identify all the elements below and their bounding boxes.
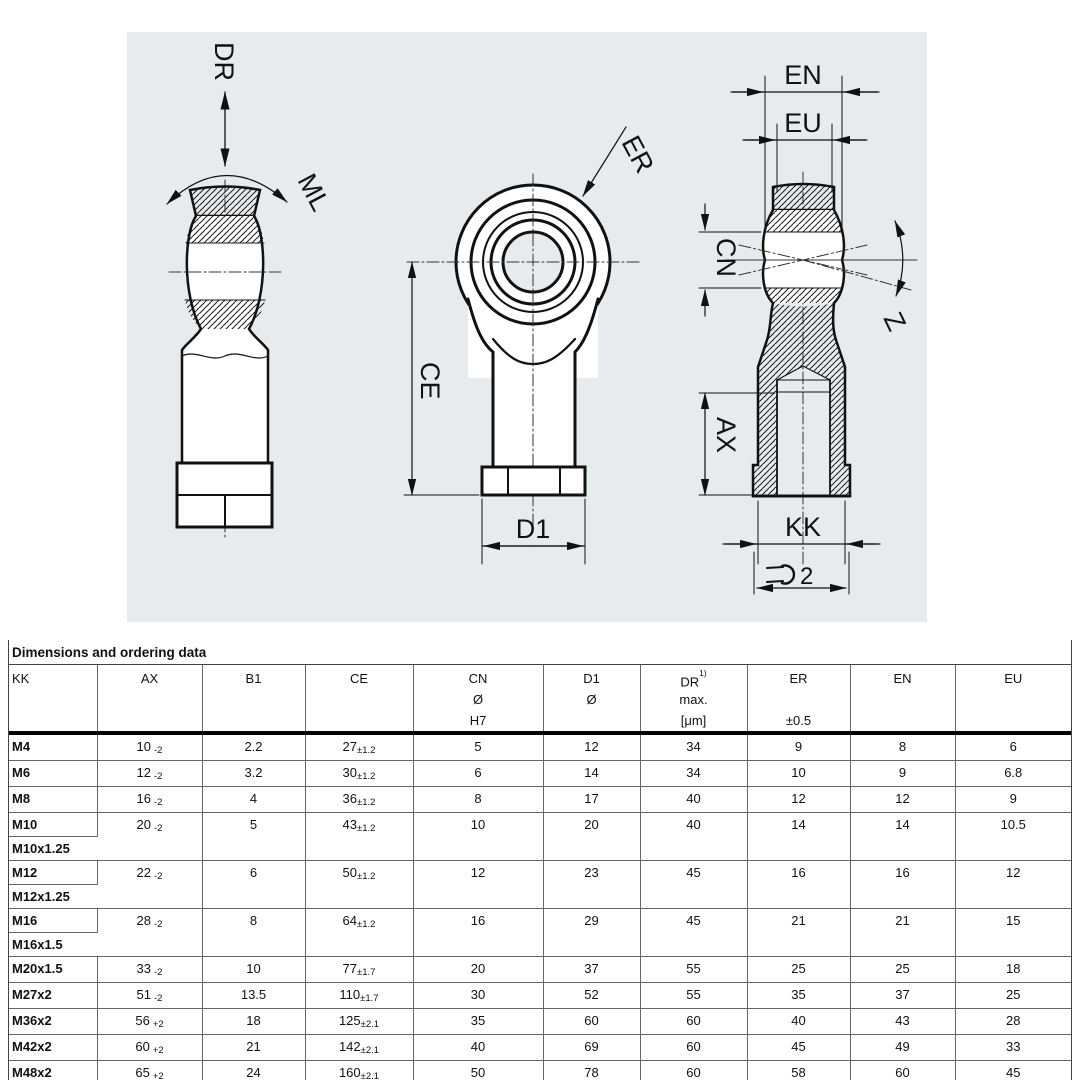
cell-d1: 60 — [543, 1009, 640, 1035]
dimensions-table — [9, 665, 1071, 1080]
cell-er: 14 — [747, 813, 850, 861]
side-view — [167, 42, 336, 537]
label-ax: AX — [711, 417, 741, 454]
cell-ax: 20 -2 — [97, 813, 202, 861]
rod-eye-drawing — [127, 32, 927, 622]
er-leader-arrow — [583, 127, 626, 196]
technical-drawing-panel — [127, 32, 927, 622]
cell-eu: 9 — [955, 787, 1071, 813]
cell-ax: 51 -2 — [97, 983, 202, 1009]
cell-ce: 30±1.2 — [305, 761, 413, 787]
cell-er: 58 — [747, 1061, 850, 1080]
cell-er: 12 — [747, 787, 850, 813]
cell-cn: 40 — [413, 1035, 543, 1061]
col-header-en: EN — [850, 665, 955, 733]
cell-eu: 25 — [955, 983, 1071, 1009]
col-header-dr: DR$^{1)}$ max. [μm] — [640, 665, 747, 733]
col-header-ax: AX — [97, 665, 202, 733]
cell-kk: M10 — [9, 813, 97, 837]
col-header-er: ER ±0.5 — [747, 665, 850, 733]
table-row — [9, 957, 1071, 983]
front-view — [404, 127, 660, 564]
table-title: Dimensions and ordering data — [9, 640, 1071, 665]
cell-ax: 28 -2 — [97, 909, 202, 957]
cell-b1: 8 — [202, 909, 305, 957]
cell-en: 60 — [850, 1061, 955, 1080]
wrench-icon — [767, 566, 794, 584]
cell-eu: 45 — [955, 1061, 1071, 1080]
cell-kk: M10x1.25 — [9, 837, 97, 861]
cell-d1: 23 — [543, 861, 640, 909]
cell-ce: 50±1.2 — [305, 861, 413, 909]
cell-cn: 50 — [413, 1061, 543, 1080]
cell-dr: 45 — [640, 861, 747, 909]
cell-cn: 16 — [413, 909, 543, 957]
cell-dr: 55 — [640, 957, 747, 983]
cell-eu: 10.5 — [955, 813, 1071, 861]
label-cn: CN — [711, 238, 741, 277]
cell-kk: M36x2 — [9, 1009, 97, 1035]
cell-en: 12 — [850, 787, 955, 813]
cell-ax: 12 -2 — [97, 761, 202, 787]
cell-ce: 77±1.7 — [305, 957, 413, 983]
cell-d1: 14 — [543, 761, 640, 787]
cell-cn: 35 — [413, 1009, 543, 1035]
table-row — [9, 909, 1071, 933]
cell-dr: 40 — [640, 787, 747, 813]
cell-cn: 10 — [413, 813, 543, 861]
table-row — [9, 861, 1071, 885]
cell-d1: 78 — [543, 1061, 640, 1080]
cell-en: 43 — [850, 1009, 955, 1035]
cell-ax: 33 -2 — [97, 957, 202, 983]
cell-dr: 40 — [640, 813, 747, 861]
cell-dr: 34 — [640, 761, 747, 787]
cell-b1: 21 — [202, 1035, 305, 1061]
cell-kk: M42x2 — [9, 1035, 97, 1061]
cell-dr: 60 — [640, 1009, 747, 1035]
cell-en: 49 — [850, 1035, 955, 1061]
cell-cn: 5 — [413, 733, 543, 761]
cell-er: 16 — [747, 861, 850, 909]
cell-ax: 10 -2 — [97, 733, 202, 761]
cell-eu: 18 — [955, 957, 1071, 983]
cell-ax: 56 +2 — [97, 1009, 202, 1035]
cell-en: 8 — [850, 733, 955, 761]
cell-b1: 10 — [202, 957, 305, 983]
table-body — [9, 733, 1071, 1080]
label-d1: D1 — [515, 514, 551, 544]
cell-kk: M16 — [9, 909, 97, 933]
cell-kk: M12x1.25 — [9, 885, 97, 909]
cell-d1: 69 — [543, 1035, 640, 1061]
cell-b1: 13.5 — [202, 983, 305, 1009]
col-header-kk: KK — [9, 665, 97, 733]
cell-en: 37 — [850, 983, 955, 1009]
z-angle-arc — [895, 221, 903, 296]
cell-d1: 20 — [543, 813, 640, 861]
table-row — [9, 733, 1071, 761]
cell-d1: 37 — [543, 957, 640, 983]
cell-d1: 52 — [543, 983, 640, 1009]
cell-en: 25 — [850, 957, 955, 983]
cell-b1: 4 — [202, 787, 305, 813]
cell-ce: 142±2.1 — [305, 1035, 413, 1061]
cell-ax: 65 +2 — [97, 1061, 202, 1080]
cell-ce: 64±1.2 — [305, 909, 413, 957]
cell-b1: 3.2 — [202, 761, 305, 787]
label-kk: KK — [784, 512, 822, 542]
dimensions-table-section — [8, 640, 1072, 1080]
cell-ce: 36±1.2 — [305, 787, 413, 813]
label-er: ER — [615, 130, 660, 178]
cell-eu: 6 — [955, 733, 1071, 761]
cell-ce: 110±1.7 — [305, 983, 413, 1009]
cell-er: 21 — [747, 909, 850, 957]
cell-ax: 60 +2 — [97, 1035, 202, 1061]
cell-cn: 12 — [413, 861, 543, 909]
cell-en: 14 — [850, 813, 955, 861]
cell-dr: 34 — [640, 733, 747, 761]
col-header-ce: CE — [305, 665, 413, 733]
label-eu: EU — [784, 108, 822, 138]
col-header-d1: D1 Ø — [543, 665, 640, 733]
cell-er: 25 — [747, 957, 850, 983]
cell-ax: 16 -2 — [97, 787, 202, 813]
label-z: Z — [877, 307, 912, 336]
table-row — [9, 1061, 1071, 1080]
cell-b1: 18 — [202, 1009, 305, 1035]
cell-cn: 6 — [413, 761, 543, 787]
table-row — [9, 761, 1071, 787]
cell-d1: 17 — [543, 787, 640, 813]
cell-kk: M6 — [9, 761, 97, 787]
cell-kk: M20x1.5 — [9, 957, 97, 983]
cell-b1: 6 — [202, 861, 305, 909]
cell-er: 40 — [747, 1009, 850, 1035]
col-header-b1: B1 — [202, 665, 305, 733]
cell-dr: 45 — [640, 909, 747, 957]
cell-kk: M4 — [9, 733, 97, 761]
cell-dr: 60 — [640, 1035, 747, 1061]
header-row — [9, 665, 1071, 733]
table-header — [9, 665, 1071, 733]
cell-er: 9 — [747, 733, 850, 761]
cell-eu: 28 — [955, 1009, 1071, 1035]
table-row — [9, 1035, 1071, 1061]
cell-ce: 160±2.1 — [305, 1061, 413, 1080]
cell-cn: 20 — [413, 957, 543, 983]
label-en: EN — [784, 60, 822, 90]
cell-b1: 5 — [202, 813, 305, 861]
table-row — [9, 787, 1071, 813]
cell-en: 16 — [850, 861, 955, 909]
label-ml: ML — [291, 168, 336, 216]
cell-eu: 12 — [955, 861, 1071, 909]
cell-cn: 30 — [413, 983, 543, 1009]
cell-kk: M27x2 — [9, 983, 97, 1009]
cell-dr: 55 — [640, 983, 747, 1009]
cell-en: 21 — [850, 909, 955, 957]
cell-kk: M16x1.5 — [9, 933, 97, 957]
label-dr: DR — [209, 42, 239, 81]
cell-ce: 27±1.2 — [305, 733, 413, 761]
section-view — [699, 60, 917, 594]
cell-eu: 33 — [955, 1035, 1071, 1061]
cell-en: 9 — [850, 761, 955, 787]
cell-eu: 6.8 — [955, 761, 1071, 787]
cell-cn: 8 — [413, 787, 543, 813]
cell-kk: M48x2 — [9, 1061, 97, 1080]
cell-b1: 2.2 — [202, 733, 305, 761]
table-row — [9, 1009, 1071, 1035]
label-ce: CE — [415, 362, 445, 400]
table-row — [9, 813, 1071, 837]
cell-b1: 24 — [202, 1061, 305, 1080]
table-row — [9, 983, 1071, 1009]
cell-ax: 22 -2 — [97, 861, 202, 909]
col-header-eu: EU — [955, 665, 1071, 733]
cell-d1: 29 — [543, 909, 640, 957]
cell-dr: 60 — [640, 1061, 747, 1080]
cell-kk: M8 — [9, 787, 97, 813]
cell-d1: 12 — [543, 733, 640, 761]
cell-er: 10 — [747, 761, 850, 787]
label-wrench-size: 2 — [800, 563, 814, 590]
cell-er: 35 — [747, 983, 850, 1009]
col-header-cn: CN Ø H7 — [413, 665, 543, 733]
cell-ce: 43±1.2 — [305, 813, 413, 861]
cell-er: 45 — [747, 1035, 850, 1061]
cell-eu: 15 — [955, 909, 1071, 957]
cell-kk: M12 — [9, 861, 97, 885]
cell-ce: 125±2.1 — [305, 1009, 413, 1035]
